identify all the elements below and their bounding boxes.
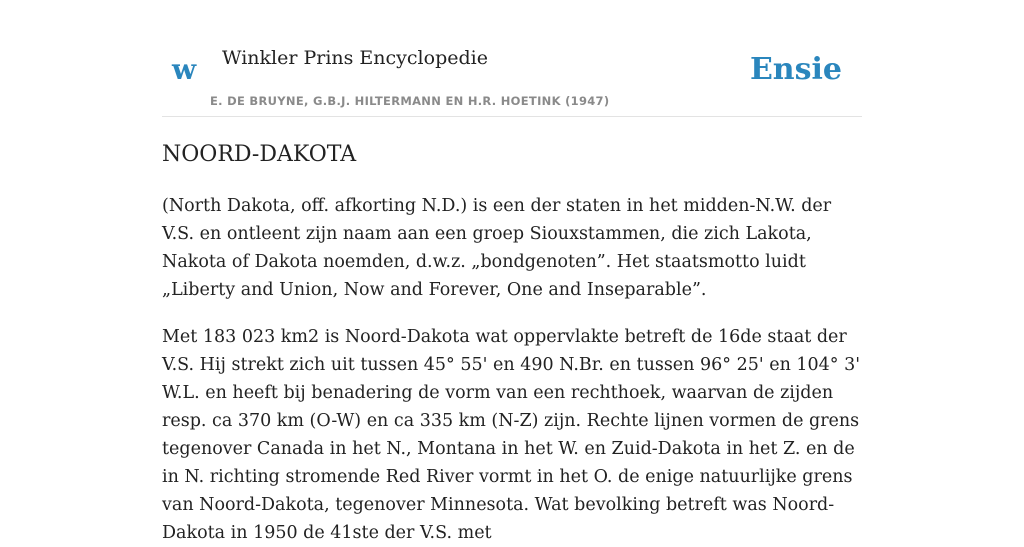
source-authors: E. DE BRUYNE, G.B.J. HILTERMANN EN H.R. HOETINK (1947): [210, 94, 610, 108]
ensie-logo-link[interactable]: Ensie: [749, 52, 842, 87]
article-title: NOORD-DAKOTA: [162, 142, 357, 167]
source-title[interactable]: Winkler Prins Encyclopedie: [222, 47, 488, 69]
article-paragraph: Met 183 023 km2 is Noord-Dakota wat oppervlakte betreft de 16de staat der V.S. Hij strekt zich uit tussen 45° 55' en 490 N.Br. en tussen 96° 25' en 104° 3' W.L. en heeft bij benadering de vorm van een rechthoek, waarvan de zijden resp. ca 370 km (O-W) en ca 335 km (N-Z) zijn. Rechte lijnen vormen de grens tegenover Canada in het N., Montana in het W. en Zuid-Dakota in het Z. en de in N. richting stromende Red River vormt in het O. de enige natuurlijke grens van Noord-Dakota, tegenover Minnesota. Wat bevolking betreft was Noord-Dakota in 1950 de 41ste der V.S. met: [162, 327, 861, 543]
source-header: [162, 0, 862, 117]
article-paragraph: (North Dakota, off. afkorting N.D.) is een der staten in het midden-N.W. der V.S. en ontleent zijn naam aan een groep Siouxstammen, die zich Lakota, Nakota of Dakota noemden, d.w.z. „bondgenoten”. Het staatsmotto luidt „Liberty and Union, Now and Forever, One and Inseparable”.: [162, 196, 832, 300]
article: [162, 138, 862, 547]
winkler-prins-logo[interactable]: w: [172, 53, 197, 86]
